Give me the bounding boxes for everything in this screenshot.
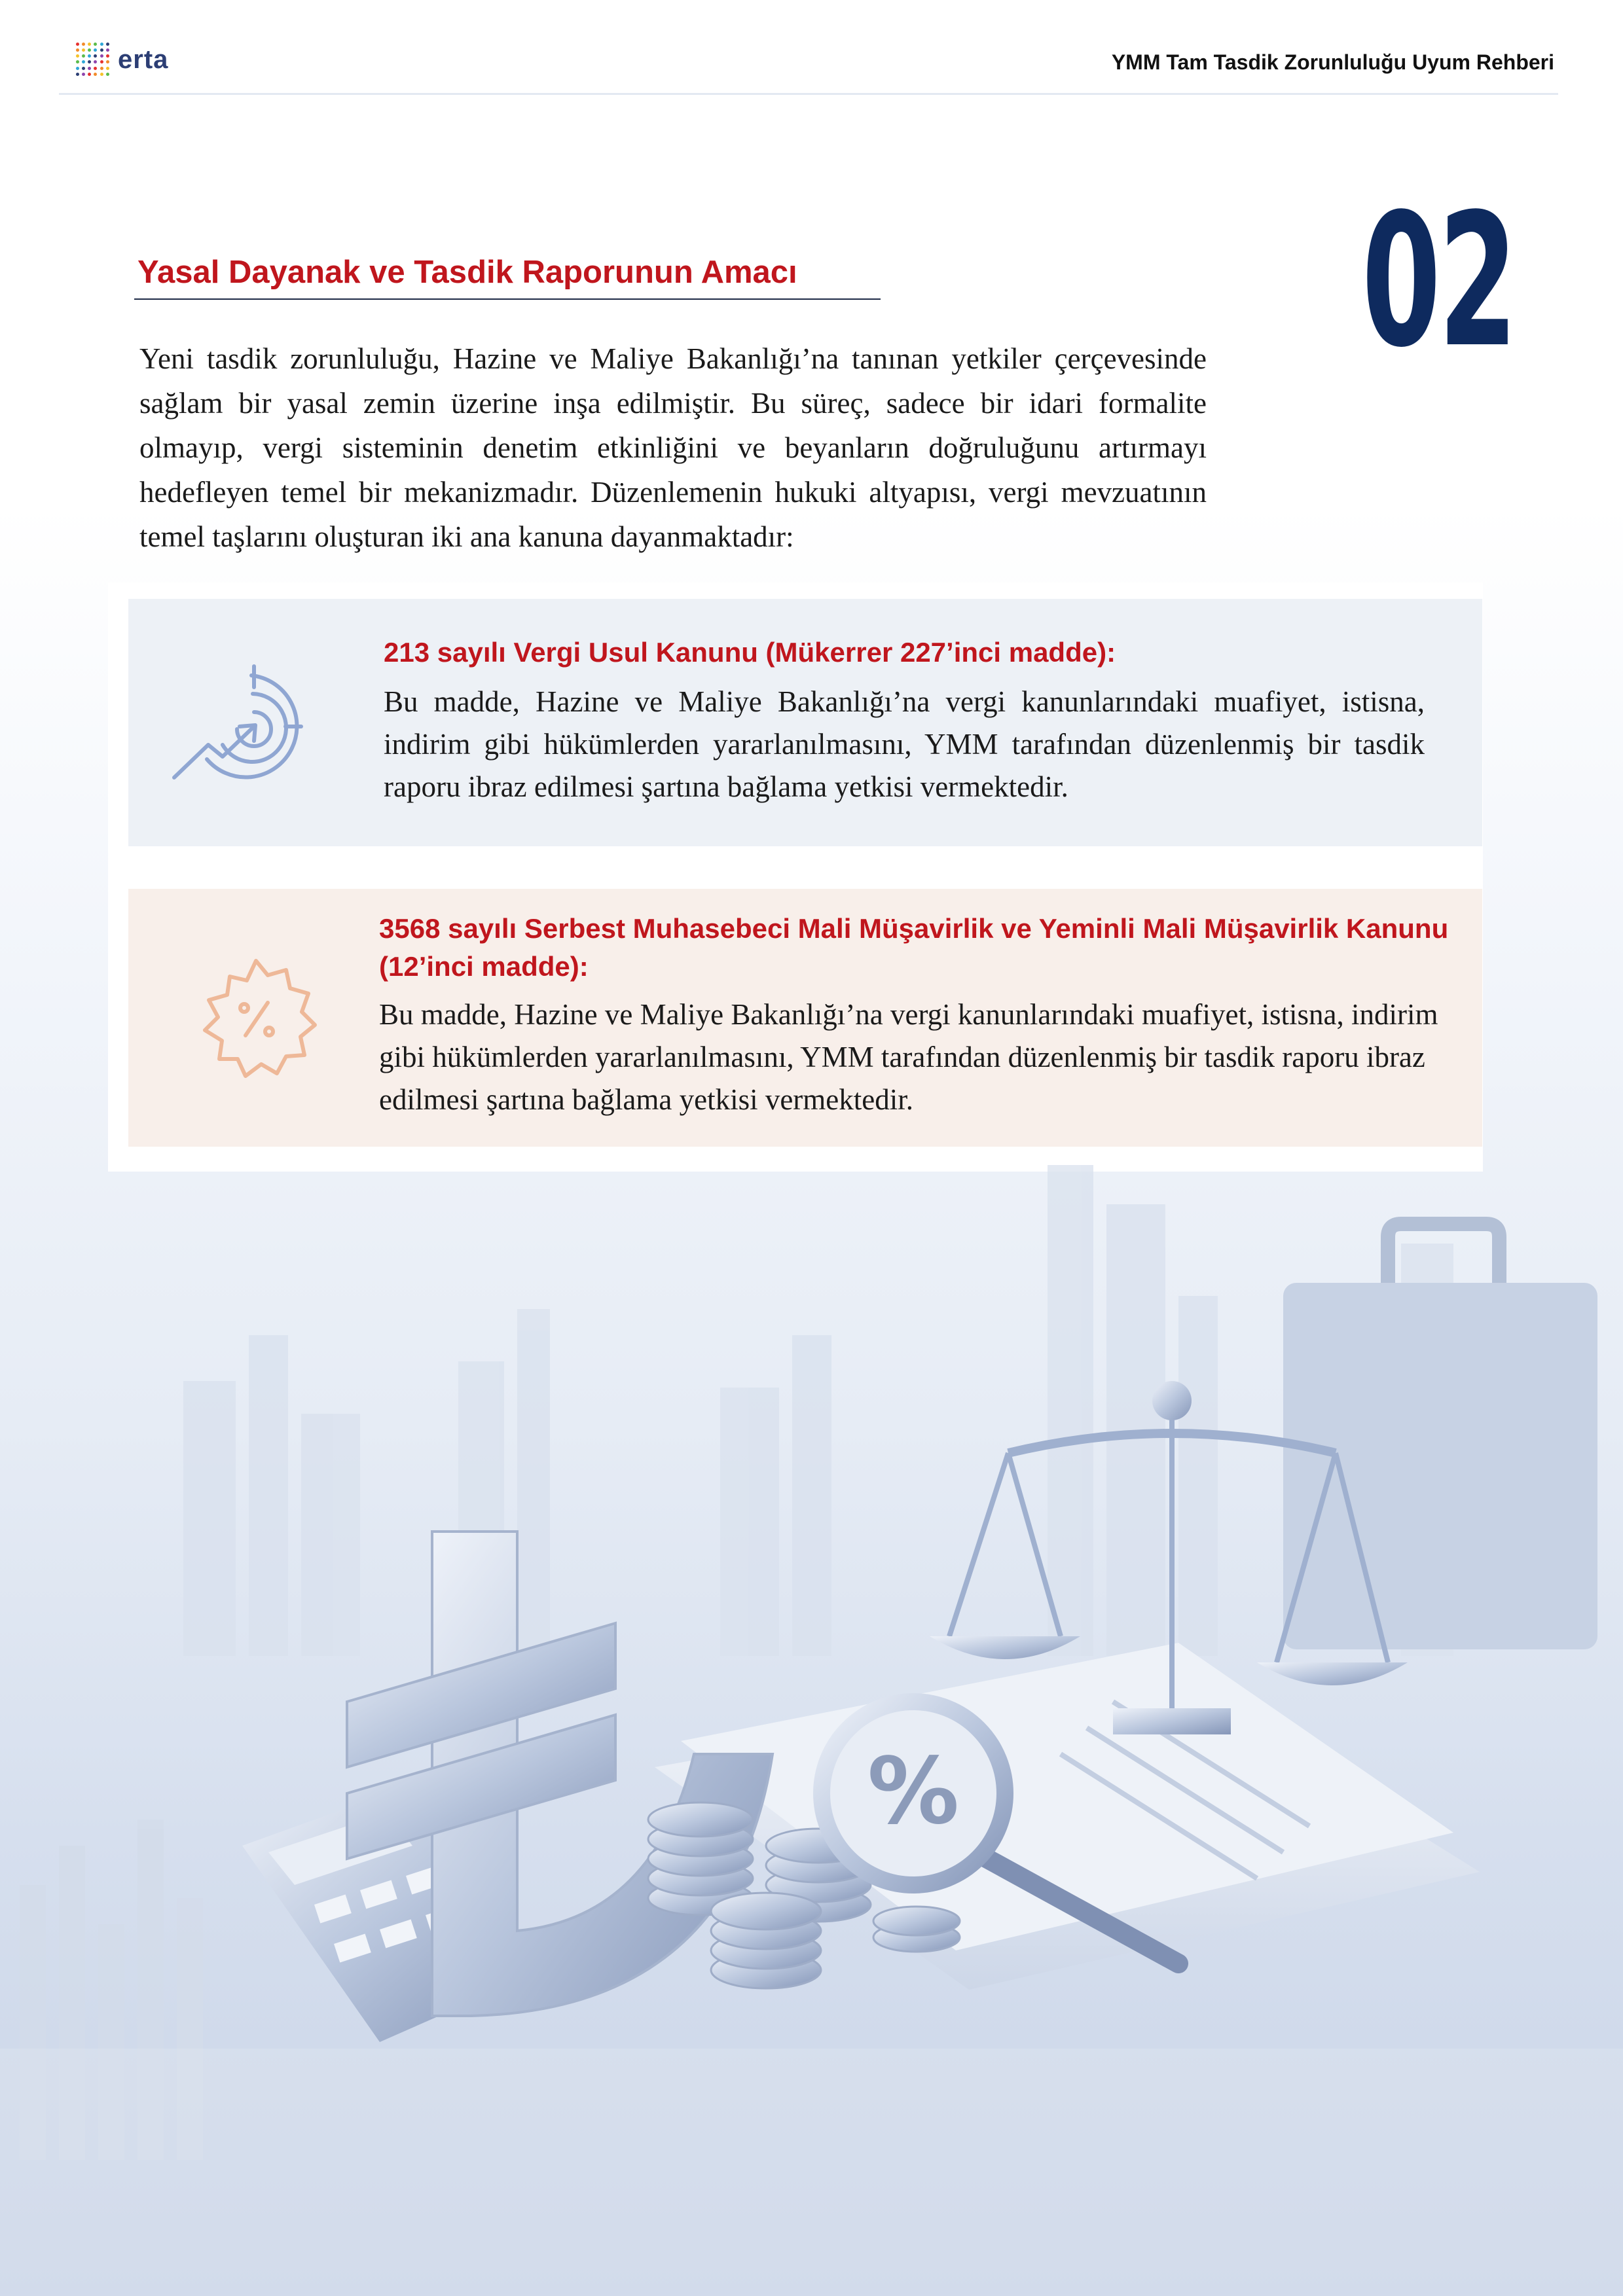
card-text: Bu madde, Hazine ve Maliye Bakanlığı’na vergi kanunlarındaki muafiyet, istisna, indirim gibi hükümlerden yararlanılmasını, YMM tarafından düzenlenmiş bir tasdik raporu ibraz edilmesi şartına bağlama yetkisi vermektedir.: [384, 685, 1425, 803]
card-heading: 213 sayılı Vergi Usul Kanunu (Mükerrer 227’inci madde):: [384, 637, 1116, 668]
percent-gear-icon: [191, 954, 321, 1085]
magnifier-label: %: [867, 1738, 960, 1845]
law-card-213: [128, 599, 1482, 846]
erta-logo: [76, 43, 168, 76]
city-skyline-icon: [183, 1165, 1453, 1656]
briefcase-icon: [1283, 1224, 1597, 1649]
logo-text: erta: [118, 45, 169, 74]
title-underline: [134, 298, 881, 300]
law-card-3568: [128, 889, 1482, 1147]
card-text: Bu madde, Hazine ve Maliye Bakanlığı’na vergi kanunlarındaki muafiyet, istisna, indirim gibi hükümlerden yararlanılmasını, YMM tarafından düzenlenmiş bir tasdik raporu ibraz edilmesi şartına bağlama yetkisi vermektedir.: [379, 998, 1438, 1116]
document-title: YMM Tam Tasdik Zorunluluğu Uyum Rehberi: [1111, 50, 1554, 74]
page-header: [59, 33, 1558, 95]
intro-paragraph: Yeni tasdik zorunluluğu, Hazine ve Maliye Bakanlığı’na tanınan yetkiler çerçevesinde sağlam bir yasal zemin üzerine inşa edilmiştir. Bu süreç, sadece bir idari formalite olmayıp, vergi sisteminin denetim etkinliğini ve beyanların doğruluğunu artırmayı hedefleyen temel bir mekanizmadır. Düzenlemenin hukuki altyapısı, vergi mevzuatının temel taşlarını oluşturan iki ana kanuna dayanmaktadır:: [139, 342, 1207, 553]
logo-dots-icon: [76, 43, 110, 77]
section-number: 02: [1362, 175, 1516, 388]
section-title: Yasal Dayanak ve Tasdik Raporunun Amacı: [137, 255, 797, 290]
card-heading: 3568 sayılı Serbest Muhasebeci Mali Müşavirlik ve Yeminli Mali Müşavirlik Kanunu (12’inci madde):: [379, 913, 1449, 982]
target-growth-icon: [168, 661, 318, 792]
finance-illustration: [0, 1165, 1623, 2296]
